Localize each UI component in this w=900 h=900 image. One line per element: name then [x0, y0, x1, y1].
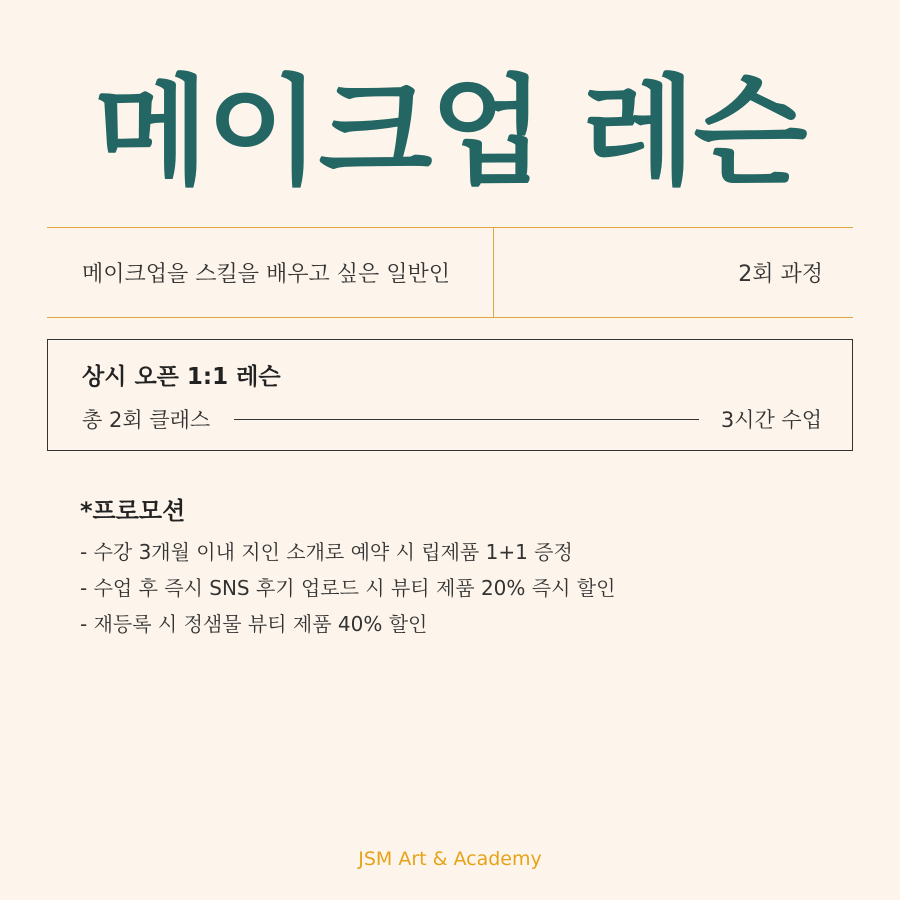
course-info-row: [47, 227, 853, 318]
promotion-item: - 재등록 시 정샘물 뷰티 제품 40% 할인: [80, 612, 428, 636]
promotion-item: - 수업 후 즉시 SNS 후기 업로드 시 뷰티 제품 20% 즉시 할인: [80, 576, 616, 600]
promotion-title: *프로모션: [80, 497, 186, 525]
promotion-list: [80, 537, 615, 645]
lesson-box: [47, 339, 853, 451]
class-count: 총 2회 클래스: [82, 408, 211, 432]
divider-line: [234, 419, 699, 420]
page-title: 메이크업 레슨: [94, 63, 806, 201]
promotion-item: - 수강 3개월 이내 지인 소개로 예약 시 립제품 1+1 증정: [80, 540, 573, 564]
lesson-box-row: [82, 404, 822, 434]
lesson-box-title: 상시 오픈 1:1 레슨: [82, 364, 281, 390]
class-duration: 3시간 수업: [720, 408, 822, 432]
session-count: 2회 과정: [738, 262, 823, 287]
target-audience: 메이크업을 스킬을 배우고 싶은 일반인: [47, 228, 494, 317]
academy-name: JSM Art & Academy: [358, 848, 542, 870]
